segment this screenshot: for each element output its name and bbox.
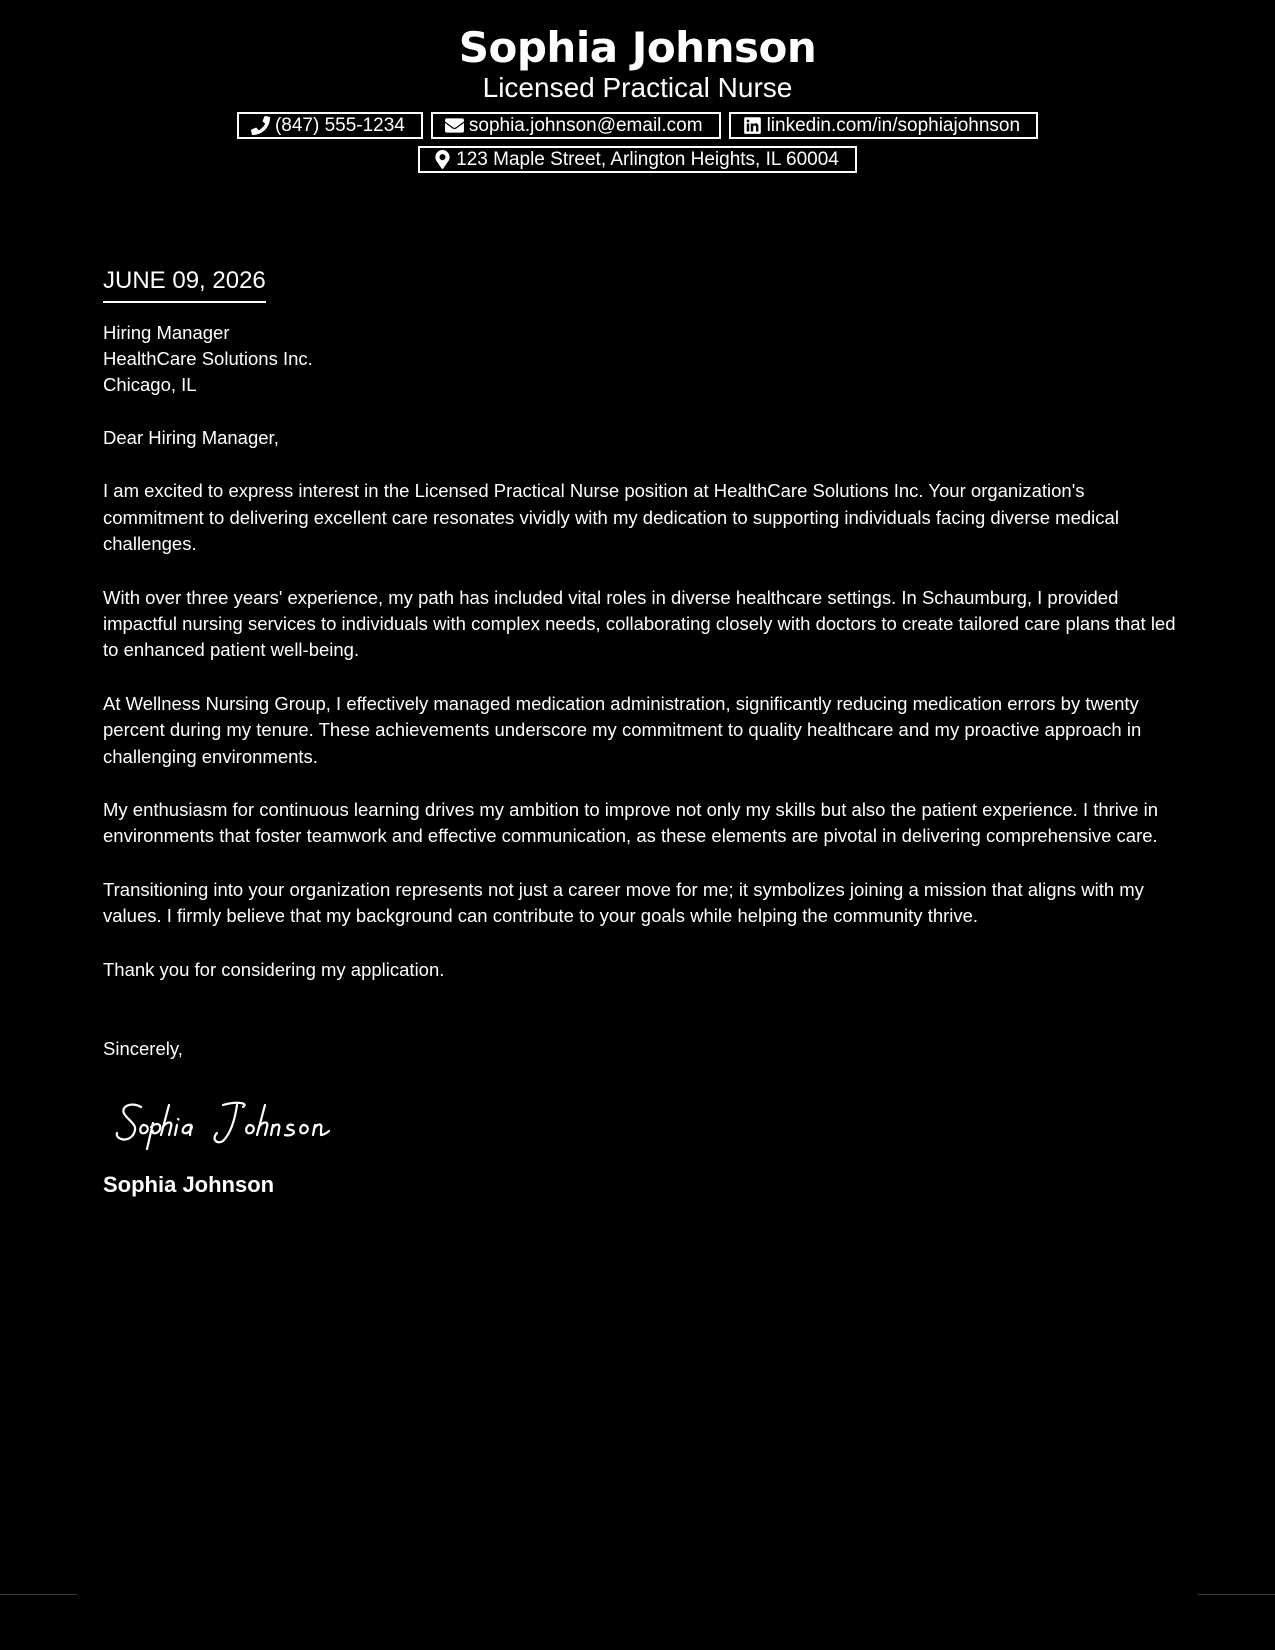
- contact-row-secondary: [0, 146, 1275, 173]
- recipient-line: HealthCare Solutions Inc.: [103, 348, 313, 369]
- body-paragraph: I am excited to express interest in the Licensed Practical Nurse position at HealthCare Solutions Inc. Your organization's commitment to delivering excellent care resonates vividly with my dedication to supporting individuals facing diverse medical challenges.: [103, 480, 1119, 555]
- footer-divider-left: [0, 1594, 77, 1595]
- letter-date: JUNE 09, 2026: [103, 266, 266, 303]
- recipient-block: [103, 320, 1183, 398]
- linkedin-text: linkedin.com/in/sophiajohnson: [766, 114, 1021, 136]
- phone-chip[interactable]: [237, 112, 423, 139]
- linkedin-icon: [743, 116, 763, 136]
- cover-letter-body: [103, 266, 1183, 1199]
- email-text: sophia.johnson@email.com: [468, 114, 703, 136]
- closing: Sincerely,: [103, 1038, 183, 1060]
- applicant-name: Sophia Johnson: [458, 23, 817, 72]
- contact-row-primary: [0, 112, 1275, 139]
- address-chip[interactable]: [418, 146, 857, 173]
- phone-icon: [251, 116, 271, 136]
- job-title: Licensed Practical Nurse: [482, 72, 793, 103]
- phone-text: (847) 555-1234: [274, 114, 405, 136]
- recipient-line: Chicago, IL: [103, 374, 197, 395]
- resume-header: [0, 22, 1275, 173]
- salutation: Dear Hiring Manager,: [103, 427, 279, 448]
- footer-divider-right: [1198, 1594, 1275, 1595]
- envelope-icon: [445, 116, 465, 136]
- map-pin-icon: [432, 150, 452, 170]
- body-paragraph: With over three years' experience, my path has included vital roles in diverse healthcare settings. In Schaumburg, I provided impactful nursing services to individuals with complex needs, collaborating closely with doctors to create tailored care plans that led to enhanced patient well-being.: [103, 586, 1176, 661]
- linkedin-chip[interactable]: [729, 112, 1039, 139]
- body-paragraph: Transitioning into your organization represents not just a career move for me; it symbolizes joining a mission that aligns with my values. I firmly believe that my background can contribute to your goals while helping the community thrive.: [103, 878, 1144, 927]
- body-paragraph: My enthusiasm for continuous learning drives my ambition to improve not only my skills but also the patient experience. I thrive in environments that foster teamwork and effective communication, as these elements are pivotal in delivering comprehensive care.: [103, 799, 1158, 847]
- body-paragraph: Thank you for considering my application.: [103, 958, 445, 980]
- recipient-line: Hiring Manager: [103, 322, 230, 343]
- signer-name: Sophia Johnson: [103, 1171, 275, 1197]
- handwritten-signature: [113, 1093, 1183, 1153]
- body-paragraph: At Wellness Nursing Group, I effectively managed medication administration, significantly reducing medication errors by twenty percent during my tenure. These achievements underscore my commitment to quality healthcare and my proactive approach in challenging environments.: [103, 692, 1142, 767]
- email-chip[interactable]: [431, 112, 721, 139]
- address-text: 123 Maple Street, Arlington Heights, IL 60004: [456, 148, 839, 170]
